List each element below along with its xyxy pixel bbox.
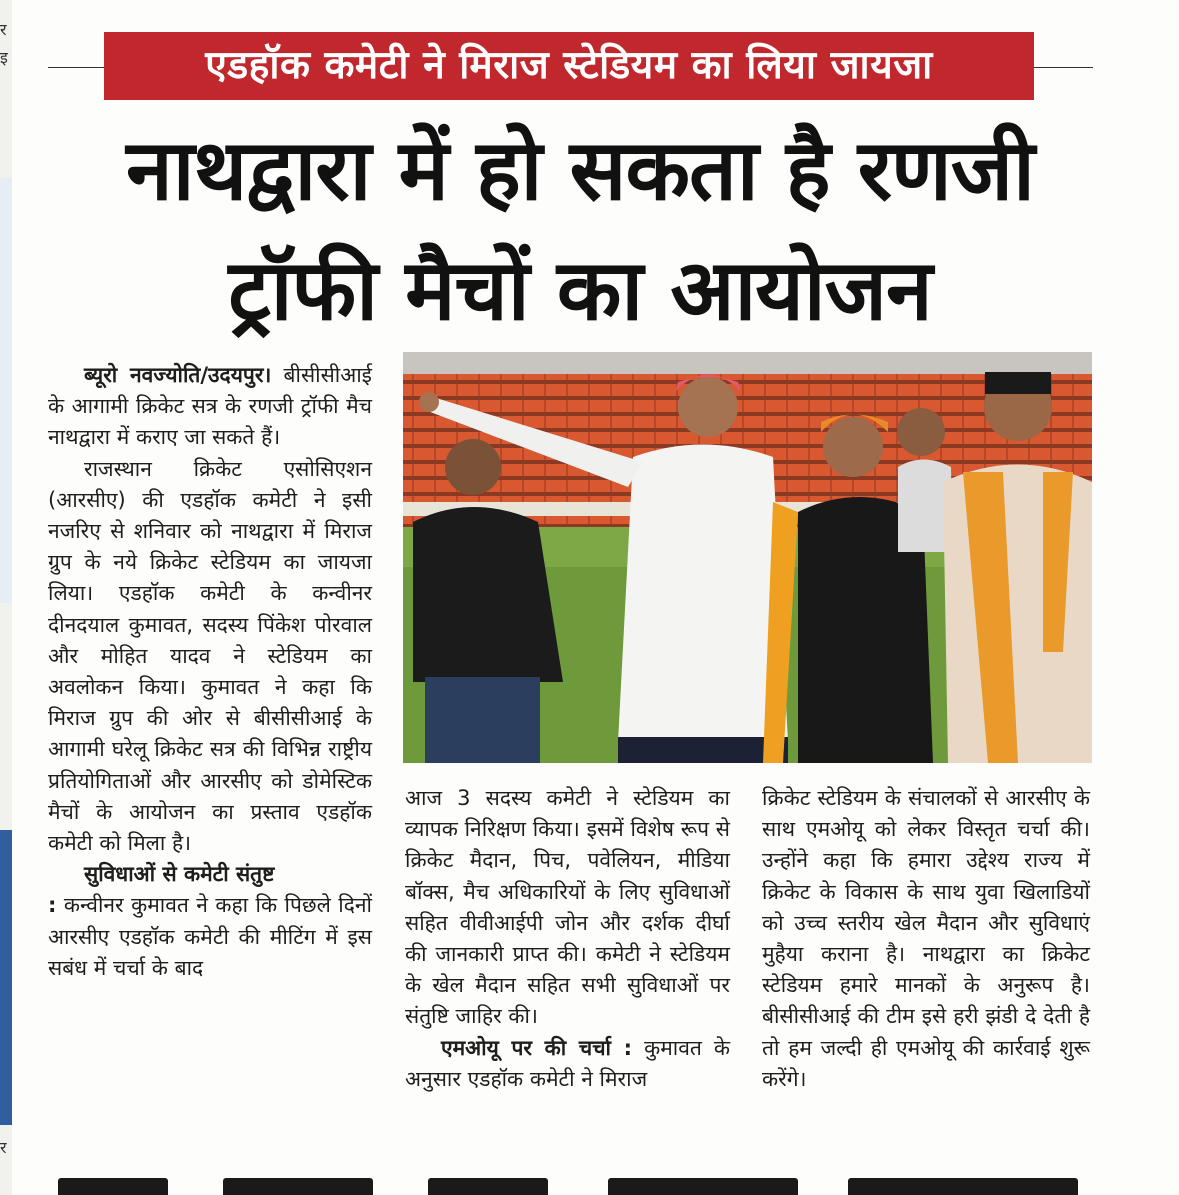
cropped-glyph: र: [0, 1138, 7, 1157]
cropped-next-headline: [48, 1178, 1088, 1195]
headline-line-1: नाथद्वारा में हो सकता है रणजी: [126, 121, 1034, 219]
paragraph: राजस्थान क्रिकेट एसोसिएशन (आरसीए) की एडहॉक कमेटी ने इसी नजरिए से शनिवार को नाथद्वारा में मिराज ग्रुप के नये क्रिकेट स्टेडियम का जायजा लिया। एडहॉक कमेटी के कन्वीनर दीनदयाल कुमावत, सदस्य पिंकेश पोरवाल और मोहित यादव ने स्टेडियम का अवलोकन किया। कुमावत ने कहा कि मिराज ग्रुप की ओर से बीसीसीआई के आगामी घरेलू क्रिकेट सत्र की विभिन्न राष्ट्रीय प्रतियोगिताओं और आरसीए को डोमेस्टिक मैचों के आयोजन का प्रस्ताव एडहॉक कमेटी को मिला है।: [48, 456, 372, 856]
subheading: सुविधाओं से कमेटी संतुष्ट: [84, 862, 275, 887]
paragraph: आज 3 सदस्य कमेटी ने स्टेडियम का व्यापक निरिक्षण किया। इसमें विशेष रूप से क्रिकेट मैदान, पिच, पवेलियन, मीडिया बॉक्स, मैच अधिकारियों के लिए सुविधाओं सहित वीवीआईपी जोन और दर्शक दीर्घा की जानकारी प्राप्त की। कमेटी ने स्टेडियम के खेल मैदान सहित सभी सुविधाओं पर संतुष्टि जाहिर की।: [405, 786, 730, 1029]
article-column-3: [762, 783, 1090, 1095]
article-column-1: [48, 360, 372, 984]
news-photo: [403, 352, 1092, 763]
dateline: ब्यूरो नवज्योति/उदयपुर।: [84, 363, 272, 387]
paragraph: कन्वीनर कुमावत ने कहा कि पिछले दिनों आरसीए एडहॉक कमेटी की मीटिंग में इस सबंध में चर्चा के बाद: [48, 893, 372, 980]
subheading: एमओयू पर की चर्चा :: [441, 1035, 633, 1060]
cropped-glyph: इ: [0, 48, 8, 67]
headline-line-2: ट्रॉफी मैचों का आयोजन: [228, 241, 932, 339]
cropped-glyph: र: [0, 20, 7, 39]
adjacent-column-blue: [0, 830, 12, 1125]
article-column-2: [405, 783, 730, 1095]
kicker-banner: एडहॉक कमेटी ने मिराज स्टेडियम का लिया जायजा: [104, 32, 1034, 100]
paragraph: बीसीसीआई के आगामी क्रिकेट सत्र के रणजी ट्रॉफी मैच नाथद्वारा में कराए जा सकते हैं।: [48, 363, 372, 450]
adjacent-column-tint: [0, 178, 12, 603]
paragraph: क्रिकेट स्टेडियम के संचालकों से आरसीए के साथ एमओयू को लेकर विस्तृत चर्चा की। उन्होंने कहा कि हमारा उद्देश्य राज्य में क्रिकेट के विकास के साथ युवा खिलाडियों को उच्च स्तरीय खेल मैदान और सुविधाएं मुहैया कराना है। नाथद्वारा का क्रिकेट स्टेडियम हमारे मानकों के अनुरूप है। बीसीसीआई की टीम इसे हरी झंडी दे देती है तो हम जल्दी ही एमओयू की कार्रवाई शुरू करेंगे।: [762, 786, 1090, 1091]
paragraph: कुमावत के अनुसार एडहॉक कमेटी ने मिराज: [405, 1035, 730, 1091]
stadium-inspection-photo: [403, 352, 1092, 763]
subheading-colon: :: [48, 893, 57, 918]
